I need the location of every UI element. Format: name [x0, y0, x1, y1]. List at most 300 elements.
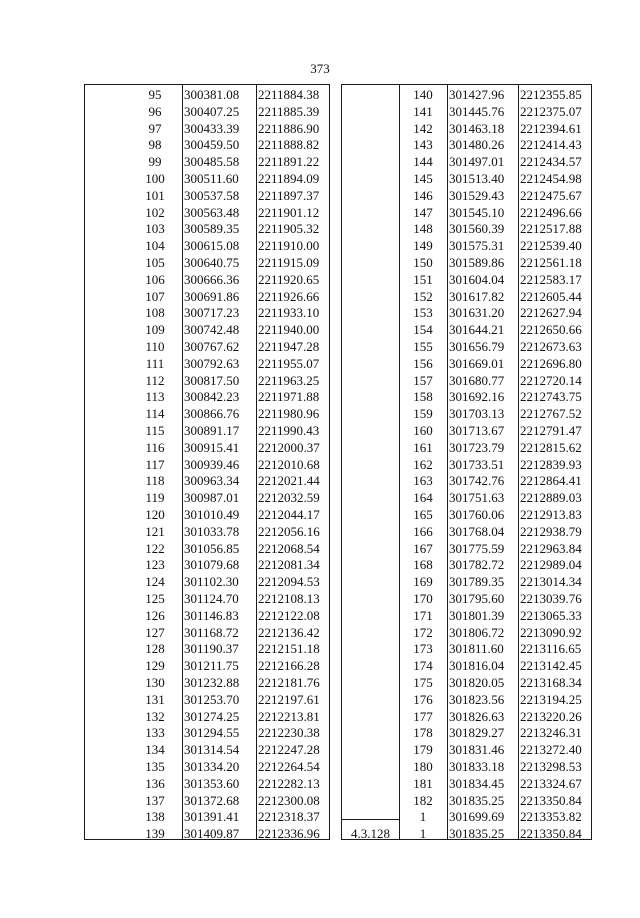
point-index: 172	[413, 624, 433, 640]
x-coordinate: 301211.75	[184, 658, 239, 674]
table-row	[342, 775, 593, 793]
table-row	[85, 271, 331, 289]
x-coordinate: 300563.48	[184, 204, 240, 220]
table-row	[342, 489, 593, 507]
y-coordinate: 2212032.59	[258, 490, 320, 506]
table-row	[342, 237, 593, 255]
table-row	[342, 472, 593, 490]
table-row	[85, 136, 331, 154]
x-coordinate: 301820.05	[449, 675, 505, 690]
y-coordinate: 2212791.47	[520, 423, 582, 438]
y-coordinate: 2212394.61	[520, 120, 582, 136]
x-coordinate: 301056.85	[184, 540, 240, 556]
table-row	[342, 254, 593, 272]
point-index: 142	[413, 120, 433, 136]
y-coordinate: 2212583.17	[520, 271, 582, 287]
x-coordinate: 301775.59	[449, 540, 505, 556]
table-row	[85, 825, 331, 843]
table-row	[342, 691, 593, 709]
x-coordinate: 300963.34	[184, 473, 240, 489]
y-coordinate: 2212913.83	[520, 507, 582, 522]
x-coordinate: 300615.08	[184, 238, 240, 254]
x-coordinate: 301835.25	[449, 826, 505, 842]
x-coordinate: 301372.68	[184, 792, 240, 808]
y-coordinate: 2211910.00	[258, 238, 320, 254]
y-coordinate: 2212454.98	[520, 171, 582, 186]
table-row	[85, 489, 331, 507]
table-row	[342, 204, 593, 222]
table-row	[85, 456, 331, 474]
x-coordinate: 301294.55	[184, 725, 240, 741]
table-row	[85, 691, 331, 709]
table-row	[342, 271, 593, 289]
point-index: 151	[413, 271, 433, 287]
point-index: 133	[145, 725, 165, 741]
x-coordinate: 300691.86	[184, 288, 240, 304]
x-coordinate: 301480.26	[449, 137, 505, 153]
x-coordinate: 301834.45	[449, 775, 505, 791]
y-coordinate: 2211905.32	[258, 221, 320, 237]
table-row	[342, 456, 593, 474]
table-row	[85, 422, 331, 440]
table-row	[342, 103, 593, 121]
x-coordinate: 301680.77	[449, 372, 505, 388]
table-row	[85, 775, 331, 793]
y-coordinate: 2212375.07	[520, 103, 582, 119]
y-coordinate: 2211915.09	[258, 255, 320, 270]
x-coordinate: 300433.39	[184, 120, 240, 136]
point-index: 160	[413, 423, 433, 438]
table-row	[342, 590, 593, 608]
table-row	[342, 808, 593, 826]
x-coordinate: 301334.20	[184, 759, 240, 774]
y-coordinate: 2212673.63	[520, 339, 582, 354]
x-coordinate: 300792.63	[184, 355, 240, 371]
point-index: 119	[145, 490, 165, 506]
x-coordinate: 301829.27	[449, 725, 505, 741]
point-index: 125	[145, 591, 165, 606]
point-index: 144	[413, 154, 433, 170]
point-index: 134	[145, 742, 165, 758]
y-coordinate: 2212197.61	[258, 691, 320, 707]
y-coordinate: 2212247.28	[258, 742, 320, 758]
y-coordinate: 2211885.39	[258, 103, 320, 119]
y-coordinate: 2213350.84	[520, 826, 582, 842]
x-coordinate: 300866.76	[184, 406, 240, 422]
y-coordinate: 2211891.22	[258, 154, 320, 170]
x-coordinate: 301427.96	[449, 87, 505, 102]
table-row	[85, 304, 331, 322]
table-row	[342, 304, 593, 322]
point-index: 168	[413, 557, 433, 573]
table-row	[85, 607, 331, 625]
table-row	[85, 237, 331, 255]
table-row	[85, 590, 331, 608]
x-coordinate: 301692.16	[449, 389, 505, 405]
x-coordinate: 301146.83	[184, 607, 239, 623]
x-coordinate: 301835.25	[449, 792, 505, 808]
x-coordinate: 301826.63	[449, 708, 505, 724]
point-index: 97	[148, 120, 162, 136]
x-coordinate: 300459.50	[184, 137, 240, 153]
point-index: 146	[413, 187, 433, 203]
table-row	[85, 405, 331, 423]
y-coordinate: 2212696.80	[520, 355, 582, 371]
y-coordinate: 2212989.04	[520, 557, 582, 573]
point-index: 129	[145, 658, 165, 674]
x-coordinate: 301253.70	[184, 691, 240, 707]
y-coordinate: 2212068.54	[258, 540, 320, 556]
x-coordinate: 300381.08	[184, 87, 240, 102]
table-row	[342, 288, 593, 306]
point-index: 135	[145, 759, 165, 774]
x-coordinate: 301124.70	[184, 591, 239, 606]
table-row	[85, 472, 331, 490]
point-index: 180	[413, 759, 433, 774]
y-coordinate: 2213065.33	[520, 607, 582, 623]
table-row	[85, 187, 331, 205]
point-index: 122	[145, 540, 165, 556]
y-coordinate: 2211955.07	[258, 355, 320, 371]
y-coordinate: 2212021.44	[258, 473, 320, 489]
point-index: 98	[148, 137, 162, 153]
point-index: 130	[145, 675, 165, 690]
table-row	[85, 321, 331, 339]
y-coordinate: 2212151.18	[258, 641, 320, 657]
point-index: 166	[413, 523, 433, 539]
point-index: 174	[413, 658, 433, 674]
table-row	[85, 640, 331, 658]
section-label: 4.3.128	[351, 826, 390, 842]
x-coordinate: 301575.31	[449, 238, 505, 254]
x-coordinate: 301699.69	[449, 809, 505, 825]
table-row	[85, 338, 331, 356]
y-coordinate: 2212230.38	[258, 725, 320, 741]
table-row	[342, 674, 593, 692]
y-coordinate: 2211888.82	[258, 137, 320, 153]
y-coordinate: 2212355.85	[520, 87, 582, 102]
table-row	[85, 170, 331, 188]
y-coordinate: 2213039.76	[520, 591, 582, 606]
table-row	[85, 657, 331, 675]
table-row	[342, 170, 593, 188]
y-coordinate: 2213090.92	[520, 624, 582, 640]
x-coordinate: 301823.56	[449, 691, 505, 707]
table-row	[342, 540, 593, 558]
point-index: 95	[148, 87, 162, 102]
point-index: 178	[413, 725, 433, 741]
y-coordinate: 2212605.44	[520, 288, 582, 304]
point-index: 175	[413, 675, 433, 690]
y-coordinate: 2213350.84	[520, 792, 582, 808]
point-index: 176	[413, 691, 433, 707]
y-coordinate: 2212938.79	[520, 523, 582, 539]
x-coordinate: 301669.01	[449, 355, 505, 371]
table-row	[85, 674, 331, 692]
x-coordinate: 301545.10	[449, 204, 505, 220]
x-coordinate: 301079.68	[184, 557, 240, 573]
y-coordinate: 2213298.53	[520, 759, 582, 774]
point-index: 101	[145, 187, 165, 203]
x-coordinate: 301274.25	[184, 708, 240, 724]
x-coordinate: 301168.72	[184, 624, 239, 640]
point-index: 136	[145, 775, 165, 791]
table-row	[342, 388, 593, 406]
y-coordinate: 2212122.08	[258, 607, 320, 623]
y-coordinate: 2211897.37	[258, 187, 320, 203]
point-index: 112	[145, 372, 165, 388]
y-coordinate: 2212282.13	[258, 775, 320, 791]
table-row	[85, 758, 331, 776]
x-coordinate: 301801.39	[449, 607, 505, 623]
table-row	[342, 405, 593, 423]
table-row	[342, 708, 593, 726]
y-coordinate: 2213246.31	[520, 725, 582, 741]
table-row	[85, 724, 331, 742]
table-row	[85, 220, 331, 238]
table-row	[342, 153, 593, 171]
table-row	[85, 708, 331, 726]
x-coordinate: 301497.01	[449, 154, 505, 170]
y-coordinate: 2212743.75	[520, 389, 582, 405]
point-index: 169	[413, 574, 433, 590]
x-coordinate: 301831.46	[449, 742, 505, 758]
table-row	[342, 624, 593, 642]
table-row	[342, 372, 593, 390]
y-coordinate: 2213272.40	[520, 742, 582, 758]
x-coordinate: 301631.20	[449, 305, 505, 321]
x-coordinate: 300485.58	[184, 154, 240, 170]
point-index: 156	[413, 355, 433, 371]
x-coordinate: 301751.63	[449, 490, 505, 506]
x-coordinate: 300717.23	[184, 305, 240, 321]
x-coordinate: 301190.37	[184, 641, 239, 657]
table-row	[342, 439, 593, 457]
point-index: 181	[413, 775, 433, 791]
x-coordinate: 301760.06	[449, 507, 505, 522]
table-row	[85, 254, 331, 272]
point-index: 117	[145, 456, 165, 472]
y-coordinate: 2211963.25	[258, 372, 320, 388]
point-index: 96	[148, 103, 162, 119]
table-row	[85, 86, 331, 104]
table-row	[342, 422, 593, 440]
point-index: 149	[413, 238, 433, 254]
x-coordinate: 300817.50	[184, 372, 240, 388]
point-index: 126	[145, 607, 165, 623]
point-index: 1	[419, 826, 427, 842]
x-coordinate: 301102.30	[184, 574, 239, 590]
y-coordinate: 2212318.37	[258, 809, 320, 825]
x-coordinate: 301617.82	[449, 288, 505, 304]
point-index: 137	[145, 792, 165, 808]
table-row	[85, 792, 331, 810]
y-coordinate: 2212081.34	[258, 557, 320, 573]
table-row	[85, 540, 331, 558]
table-row	[85, 523, 331, 541]
point-index: 171	[413, 607, 433, 623]
table-row	[85, 808, 331, 826]
x-coordinate: 301782.72	[449, 557, 505, 573]
point-index: 104	[145, 238, 165, 254]
y-coordinate: 2212650.66	[520, 322, 582, 338]
x-coordinate: 300511.60	[184, 171, 239, 186]
y-coordinate: 2213116.65	[520, 641, 582, 657]
point-index: 113	[145, 389, 165, 405]
y-coordinate: 2213014.34	[520, 574, 582, 590]
point-index: 105	[145, 255, 165, 270]
table-row	[342, 556, 593, 574]
y-coordinate: 2211926.66	[258, 288, 320, 304]
point-index: 164	[413, 490, 433, 506]
x-coordinate: 301768.04	[449, 523, 505, 539]
x-coordinate: 301733.51	[449, 456, 505, 472]
point-index: 139	[145, 826, 165, 842]
point-index: 167	[413, 540, 433, 556]
table-row	[342, 523, 593, 541]
point-index: 102	[145, 204, 165, 220]
y-coordinate: 2212434.57	[520, 154, 582, 170]
y-coordinate: 2212539.40	[520, 238, 582, 254]
x-coordinate: 301789.35	[449, 574, 505, 590]
page-number: 373	[310, 61, 330, 76]
point-index: 154	[413, 322, 433, 338]
point-index: 143	[413, 137, 433, 153]
table-row	[342, 758, 593, 776]
table-row	[342, 792, 593, 810]
point-index: 162	[413, 456, 433, 472]
point-index: 157	[413, 372, 433, 388]
point-index: 179	[413, 742, 433, 758]
left-coordinate-table	[84, 84, 330, 840]
x-coordinate: 300915.41	[184, 439, 240, 455]
table-row	[342, 86, 593, 104]
point-index: 106	[145, 271, 165, 287]
point-index: 120	[145, 507, 165, 522]
table-row	[342, 220, 593, 238]
x-coordinate: 301353.60	[184, 775, 240, 791]
y-coordinate: 2212475.67	[520, 187, 582, 203]
point-index: 165	[413, 507, 433, 522]
point-index: 145	[413, 171, 433, 186]
y-coordinate: 2212414.43	[520, 137, 582, 153]
x-coordinate: 301560.39	[449, 221, 505, 237]
point-index: 131	[145, 691, 165, 707]
y-coordinate: 2212336.96	[258, 826, 320, 842]
point-index: 177	[413, 708, 433, 724]
x-coordinate: 301795.60	[449, 591, 505, 606]
y-coordinate: 2212213.81	[258, 708, 320, 724]
y-coordinate: 2212000.37	[258, 439, 320, 455]
point-index: 118	[145, 473, 165, 489]
point-index: 155	[413, 339, 433, 354]
x-coordinate: 301723.79	[449, 439, 505, 455]
table-row	[342, 120, 593, 138]
table-row	[85, 388, 331, 406]
table-row	[85, 355, 331, 373]
right-coordinate-table	[341, 84, 592, 840]
y-coordinate: 2212517.88	[520, 221, 582, 237]
x-coordinate: 301833.18	[449, 759, 505, 774]
table-row	[342, 607, 593, 625]
point-index: 114	[145, 406, 165, 422]
point-index: 111	[145, 355, 165, 371]
table-row	[342, 825, 593, 843]
point-index: 153	[413, 305, 433, 321]
point-index: 121	[145, 523, 165, 539]
y-coordinate: 2213168.34	[520, 675, 582, 690]
table-row	[342, 724, 593, 742]
x-coordinate: 300742.48	[184, 322, 240, 338]
x-coordinate: 301010.49	[184, 507, 240, 522]
x-coordinate: 301811.60	[449, 641, 504, 657]
table-row	[85, 204, 331, 222]
y-coordinate: 2212056.16	[258, 523, 320, 539]
point-index: 148	[413, 221, 433, 237]
table-row	[85, 153, 331, 171]
y-coordinate: 2211894.09	[258, 171, 320, 186]
table-row	[342, 640, 593, 658]
y-coordinate: 2211920.65	[258, 271, 320, 287]
point-index: 110	[145, 339, 165, 354]
point-index: 109	[145, 322, 165, 338]
y-coordinate: 2211901.12	[258, 204, 320, 220]
table-row	[85, 573, 331, 591]
y-coordinate: 2212264.54	[258, 759, 320, 774]
point-index: 138	[145, 809, 165, 825]
x-coordinate: 301463.18	[449, 120, 505, 136]
x-coordinate: 301713.67	[449, 423, 505, 438]
x-coordinate: 301033.78	[184, 523, 240, 539]
point-index: 124	[145, 574, 165, 590]
y-coordinate: 2212166.28	[258, 658, 320, 674]
point-index: 163	[413, 473, 433, 489]
x-coordinate: 300891.17	[184, 423, 240, 438]
x-coordinate: 301409.87	[184, 826, 240, 842]
x-coordinate: 301529.43	[449, 187, 505, 203]
table-row	[85, 439, 331, 457]
x-coordinate: 301314.54	[184, 742, 240, 758]
y-coordinate: 2212136.42	[258, 624, 320, 640]
y-coordinate: 2212108.13	[258, 591, 320, 606]
y-coordinate: 2212720.14	[520, 372, 582, 388]
table-row	[85, 556, 331, 574]
y-coordinate: 2212094.53	[258, 574, 320, 590]
point-index: 1	[419, 809, 427, 825]
x-coordinate: 301589.86	[449, 255, 505, 270]
x-coordinate: 300767.62	[184, 339, 240, 354]
x-coordinate: 300939.46	[184, 456, 240, 472]
y-coordinate: 2212181.76	[258, 675, 320, 690]
point-index: 127	[145, 624, 165, 640]
x-coordinate: 301513.40	[449, 171, 505, 186]
x-coordinate: 301644.21	[449, 322, 505, 338]
point-index: 107	[145, 288, 165, 304]
y-coordinate: 2211947.28	[258, 339, 320, 354]
table-row	[342, 573, 593, 591]
y-coordinate: 2213220.26	[520, 708, 582, 724]
x-coordinate: 301232.88	[184, 675, 240, 690]
point-index: 170	[413, 591, 433, 606]
y-coordinate: 2212839.93	[520, 456, 582, 472]
y-coordinate: 2212300.08	[258, 792, 320, 808]
x-coordinate: 301703.13	[449, 406, 505, 422]
table-row	[85, 372, 331, 390]
y-coordinate: 2212963.84	[520, 540, 582, 556]
x-coordinate: 301806.72	[449, 624, 505, 640]
table-row	[85, 103, 331, 121]
y-coordinate: 2212864.41	[520, 473, 582, 489]
